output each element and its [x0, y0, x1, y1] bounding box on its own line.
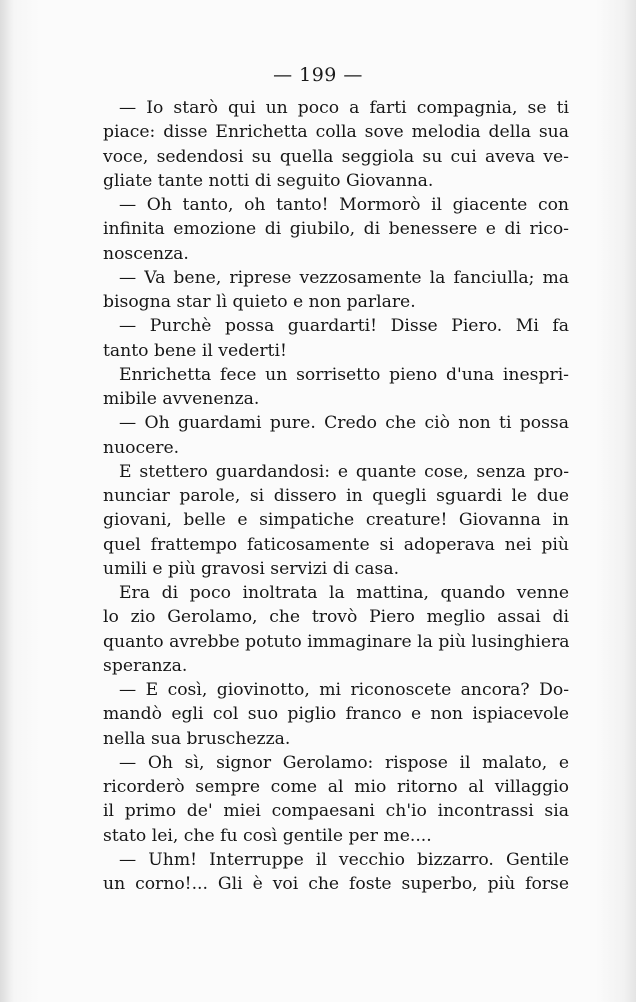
text-line: infinita emozione di giubilo, di benessere e di rico- — [103, 219, 569, 240]
text-line: mandò egli col suo piglio franco e non ispiacevole — [103, 704, 569, 725]
text-line: Enrichetta fece un sorrisetto pieno d'una inespri- — [119, 364, 569, 385]
text-line: nunciar parole, si dissero in quegli sguardi le due — [103, 486, 569, 506]
page-body-text — [103, 96, 569, 896]
text-line: mibile avvenenza. — [103, 389, 260, 409]
text-line: il primo de' miei compaesani ch'io incontrassi sia — [103, 801, 569, 822]
text-line: speranza. — [103, 655, 188, 676]
text-line: — Oh tanto, oh tanto! Mormorò il giacente con — [119, 195, 569, 215]
text-line: stato lei, che fu così gentile per me.... — [103, 825, 432, 846]
text-line: Era di poco inoltrata la mattina, quando venne — [119, 583, 569, 603]
text-line: lo zio Gerolamo, che trovò Piero meglio assai di — [103, 607, 569, 628]
text-line: tanto bene il vederti! — [103, 340, 287, 361]
text-line: — Oh sì, signor Gerolamo: rispose il malato, e — [119, 752, 569, 773]
text-line: — E così, giovinotto, mi riconoscete ancora? Do- — [119, 680, 569, 700]
text-line: — Io starò qui un poco a farti compagnia, se ti — [119, 98, 569, 118]
text-line: nuocere. — [103, 437, 180, 458]
text-line: voce, sedendosi su quella seggiola su cui aveva ve- — [103, 146, 569, 167]
text-line: giovani, belle e simpatiche creature! Giovanna in — [103, 510, 569, 531]
text-line: quanto avrebbe potuto immaginare la più lusinghiera — [103, 631, 570, 652]
text-line: noscenza. — [103, 243, 189, 264]
text-line: umili e più gravosi servizi di casa. — [103, 558, 400, 579]
text-line: un corno!... Gli è voi che foste superbo, più forse — [103, 874, 569, 894]
text-line: — Va bene, riprese vezzosamente la fanciulla; ma — [119, 267, 569, 288]
text-line: nella sua bruschezza. — [103, 728, 291, 749]
text-line: piace: disse Enrichetta colla sove melodia della sua — [103, 122, 569, 143]
page-number: — 199 — — [273, 64, 363, 86]
text-line: ricorderò sempre come al mio ritorno al villaggio — [103, 777, 569, 797]
text-line: quel frattempo faticosamente si adoperava nei più — [103, 534, 569, 555]
text-line: — Oh guardami pure. Credo che ciò non ti possa — [119, 413, 569, 434]
text-line: E stettero guardandosi: e quante cose, senza pro- — [119, 461, 569, 482]
text-line: — Purchè possa guardarti! Disse Piero. Mi fa — [119, 316, 569, 337]
text-line: — Uhm! Interruppe il vecchio bizzarro. Gentile — [119, 849, 569, 870]
text-line: gliate tante notti di seguito Giovanna. — [103, 170, 434, 191]
text-line: bisogna star lì quieto e non parlare. — [103, 292, 416, 312]
